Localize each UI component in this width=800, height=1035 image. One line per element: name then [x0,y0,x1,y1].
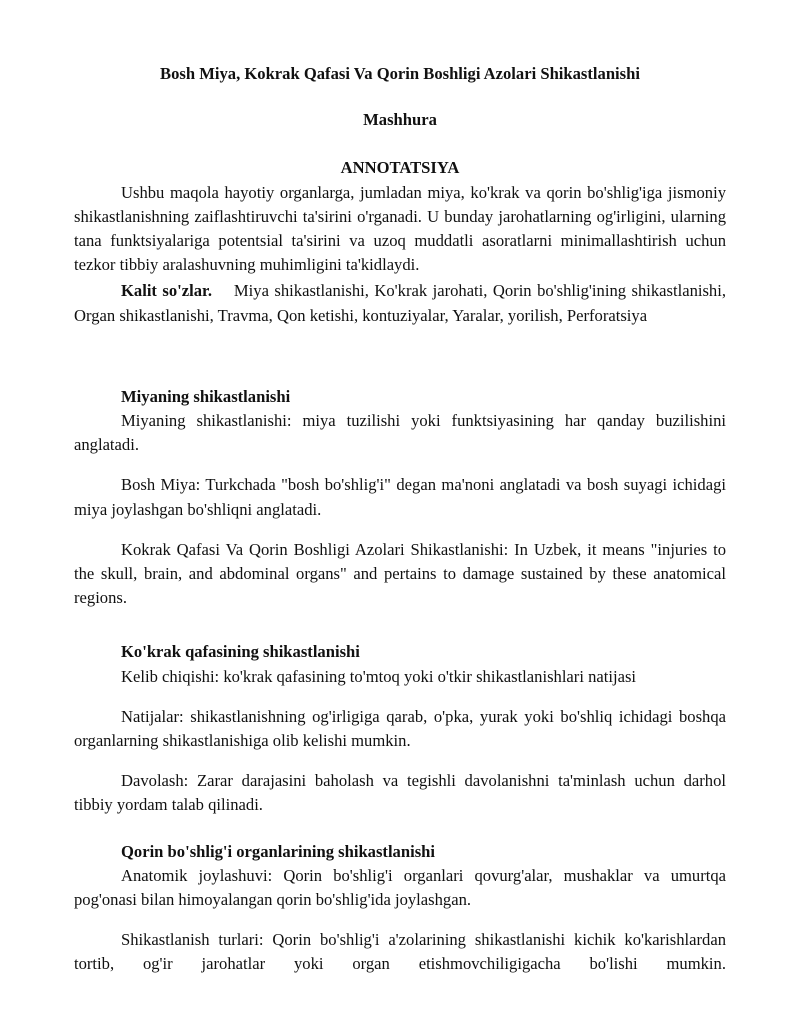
annotation-text: Ushbu maqola hayotiy organlarga, jumladan miya, ko'krak va qorin bo'shlig'iga jismoniy shikastlanishning zaiflashtiruvchi ta'sirini o'rganadi. U bunday jarohatlarning og'irligini, ularning tana funktsiyalariga potentsial ta'sirini va uzoq muddatli asoratlarni minimallashtirish uchun tezkor tibbiy aralashuvning muhimligini ta'kidlaydi. [74,182,726,275]
section-paragraph: Kelib chiqishi: ko'krak qafasining to'mtoq yoki o'tkir shikastlanishlari natijasi [121,666,637,686]
section-paragraph: Davolash: Zarar darajasini baholash va tegishli davolanishni ta'minlash uchun darhol tibbiy yordam talab qilinadi. [74,771,726,815]
section-paragraph: Natijalar: shikastlanishning og'irligiga qarab, o'pka, yurak yoki bo'shliq ichidagi boshqa organlarning shikastlanishiga olib kelishi mumkin. [74,706,726,751]
section-paragraph: Miyaning shikastlanishi: miya tuzilishi yoki funktsiyasining har qanday buzilishini anglatadi. [74,411,726,455]
author-name: Mashhura [363,110,437,130]
section-heading: Qorin bo'shlig'i organlarining shikastlanishi [121,841,435,861]
section-paragraph: Anatomik joylashuvi: Qorin bo'shlig'i organlari qovurg'alar, mushaklar va umurtqa pog'onasi bilan himoyalangan qorin bo'shlig'ida joylashgan. [74,865,726,910]
keywords-text: Miya shikastlanishi, Ko'krak jarohati, Qorin bo'shlig'ining shikastlanishi, Organ shikastlanishi, Travma, Qon ketishi, kontuziyalar, Yaralar, yorilish, Perforatsiya [74,281,726,325]
section-heading: Miyaning shikastlanishi [121,386,291,406]
section-paragraph: Kokrak Qafasi Va Qorin Boshligi Azolari Shikastlanishi: In Uzbek, it means "injuries to the skull, brain, and abdominal organs" and pertains to damage sustained by these anatomical regions. [74,539,726,608]
document-page [74,62,726,977]
section-paragraph: Bosh Miya: Turkchada "bosh bo'shlig'i" degan ma'noni anglatadi va bosh suyagi ichidagi miya joylashgan bo'shliqni anglatadi. [74,475,726,519]
keywords-paragraph [74,279,726,327]
annotation-heading: ANNOTATSIYA [340,158,460,178]
section-paragraph: Shikastlanish turlari: Qorin bo'shlig'i a'zolarining shikastlanishi kichik ko'karishlardan tortib, og'ir jarohatlar yoki organ etishmovchiligigacha bo'lishi mumkin. [74,930,726,974]
section-heading: Ko'krak qafasining shikastlanishi [121,642,360,662]
keywords-label: Kalit so'zlar. [121,281,213,301]
document-title: Bosh Miya, Kokrak Qafasi Va Qorin Boshligi Azolari Shikastlanishi [160,64,640,83]
